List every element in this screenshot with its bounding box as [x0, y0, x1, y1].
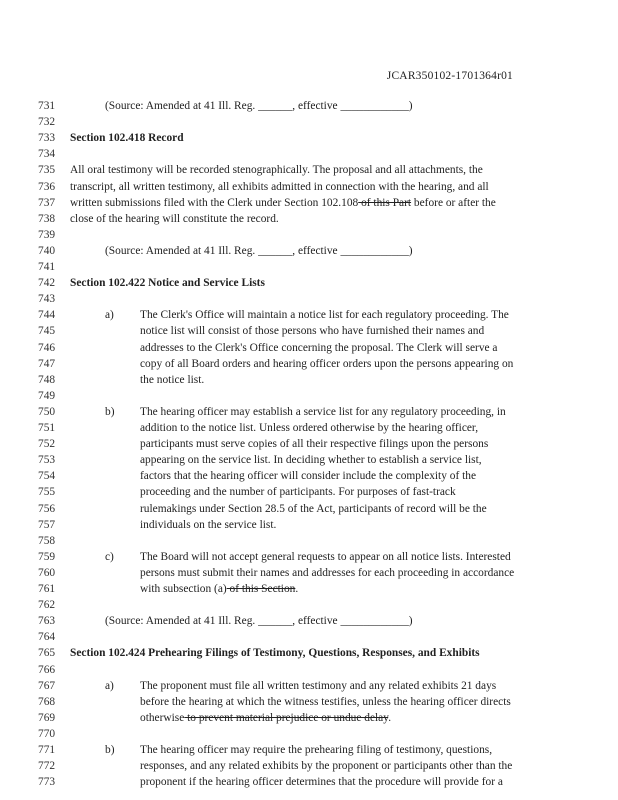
line-text	[140, 501, 487, 517]
line-text	[70, 211, 279, 227]
line-number: 731	[38, 100, 56, 112]
text-segment: factors that the hearing officer will consider include the complexity of the	[140, 470, 477, 483]
text-segment: close of the hearing will constitute the record.	[70, 212, 279, 225]
line-text	[140, 484, 456, 500]
section-heading	[70, 645, 480, 661]
line-number: 736	[38, 180, 56, 193]
text-segment: .	[295, 583, 299, 595]
text-segment: All oral testimony will be recorded stenographically. The proposal and all attachments, the	[70, 164, 483, 177]
struck-text: of this Section	[226, 583, 296, 595]
line-number: 769	[38, 711, 56, 724]
text-segment: .	[388, 711, 392, 724]
line-text	[140, 565, 514, 581]
text-segment: addition to the notice list. Unless ordered otherwise by the hearing officer,	[140, 422, 479, 434]
text-segment: The hearing officer may establish a service list for any regulatory proceeding, in	[140, 405, 506, 418]
line-text	[140, 420, 478, 436]
line-number: 733	[38, 132, 56, 145]
line-number: 744	[38, 309, 56, 322]
section-heading	[70, 275, 265, 291]
line-number: 734	[38, 148, 56, 161]
subsection-label: a)	[105, 679, 114, 692]
line-text	[140, 323, 484, 339]
line-number: 773	[38, 776, 56, 789]
line-text	[140, 452, 482, 468]
text-segment: The Clerk's Office will maintain a notice list for each regulatory proceeding. The	[140, 309, 509, 322]
line-text	[140, 581, 298, 597]
line-text	[140, 758, 512, 774]
text-segment: persons must submit their names and addresses for each proceeding in accordance	[140, 566, 515, 579]
text-segment: transcript, all written testimony, all exhibits admitted in connection with the hearing, and all	[70, 180, 489, 193]
source-note	[105, 613, 413, 629]
line-text	[70, 162, 483, 178]
line-number: 749	[38, 389, 56, 402]
line-text	[140, 710, 391, 726]
line-number: 746	[38, 341, 56, 354]
line-number: 768	[38, 695, 56, 708]
line-number: 767	[38, 679, 56, 692]
text-segment: (Source: Amended at 41 Ill. Reg. ______, effective ____________)	[105, 100, 413, 112]
line-text	[140, 468, 476, 484]
subsection-label: c)	[105, 550, 114, 563]
subsection-label: a)	[105, 309, 114, 322]
text-segment: addresses to the Clerk's Office concerning the proposal. The Clerk will serve a	[140, 341, 498, 354]
line-text	[140, 404, 506, 420]
text-segment: with subsection (a)	[140, 583, 227, 595]
line-number: 747	[38, 357, 56, 370]
line-text	[140, 436, 488, 452]
struck-text: of this Part	[358, 196, 412, 209]
line-text	[140, 340, 497, 356]
line-number: 748	[38, 373, 56, 386]
struck-text: to prevent material prejudice or undue delay	[184, 711, 389, 724]
line-number: 763	[38, 615, 56, 628]
text-segment: Section 102.418 Record	[70, 132, 184, 145]
line-number: 742	[38, 277, 56, 290]
line-number: 738	[38, 212, 56, 225]
text-segment: responses, and any related exhibits by the proponent or participants other than the	[140, 760, 513, 773]
text-segment: the notice list.	[140, 373, 205, 386]
text-segment: participants must serve copies of all their respective filings upon the persons	[140, 438, 489, 451]
line-text	[140, 549, 511, 565]
text-segment: individuals on the service list.	[140, 518, 277, 531]
text-segment: appearing on the service list. In deciding whether to establish a service list,	[140, 454, 482, 467]
line-text	[140, 678, 496, 694]
line-number: 754	[38, 470, 56, 483]
line-text	[140, 356, 513, 372]
text-segment: notice list will consist of those persons who have furnished their names and	[140, 325, 485, 338]
line-number: 743	[38, 293, 56, 306]
text-segment: Section 102.424 Prehearing Filings of Testimony, Questions, Responses, and Exhibits	[70, 647, 480, 660]
line-number: 740	[38, 244, 56, 257]
text-segment: The hearing officer may require the prehearing filing of testimony, questions,	[140, 744, 493, 756]
line-number: 753	[38, 454, 56, 467]
source-note	[105, 243, 413, 259]
line-number: 771	[38, 744, 56, 756]
line-number: 761	[38, 583, 56, 595]
text-segment: The proponent must file all written testimony and any related exhibits 21 days	[140, 679, 497, 692]
line-number: 737	[38, 196, 56, 209]
line-text	[140, 774, 503, 790]
line-number: 762	[38, 599, 56, 612]
section-heading	[70, 130, 184, 146]
line-number: 735	[38, 164, 56, 177]
text-segment: copy of all Board orders and hearing officer orders upon the persons appearing on	[140, 357, 514, 370]
line-number: 772	[38, 760, 56, 773]
line-number: 757	[38, 518, 56, 531]
line-number: 765	[38, 647, 56, 660]
text-segment: (Source: Amended at 41 Ill. Reg. ______, effective ____________)	[105, 615, 413, 628]
text-segment: proponent if the hearing officer determines that the procedure will provide for a	[140, 776, 503, 789]
line-number: 764	[38, 631, 56, 644]
line-text	[140, 742, 492, 758]
text-segment: The Board will not accept general requests to appear on all notice lists. Interested	[140, 550, 511, 563]
line-number: 755	[38, 486, 56, 499]
line-text	[70, 195, 496, 211]
text-segment: before or after the	[411, 196, 496, 209]
line-number: 752	[38, 438, 56, 451]
subsection-label: b)	[105, 744, 115, 756]
text-segment: (Source: Amended at 41 Ill. Reg. ______, effective ____________)	[105, 244, 413, 257]
text-segment: rulemakings under Section 28.5 of the Act, participants of record will be the	[140, 502, 487, 515]
text-segment: Section 102.422 Notice and Service Lists	[70, 277, 265, 290]
line-number: 759	[38, 550, 56, 563]
line-number: 751	[38, 422, 56, 434]
source-note	[105, 98, 413, 114]
line-number: 766	[38, 663, 56, 676]
document-id-header: JCAR350102-1701364r01	[386, 70, 513, 82]
line-text	[140, 517, 276, 533]
text-segment: written submissions filed with the Clerk under Section 102.108	[70, 196, 359, 209]
line-number: 741	[38, 261, 56, 273]
text-segment: proceeding and the number of participants. For purposes of fast-track	[140, 486, 456, 499]
line-number: 739	[38, 228, 56, 241]
text-segment: before the hearing at which the witness testifies, unless the hearing officer directs	[140, 695, 511, 708]
subsection-label: b)	[105, 405, 115, 418]
line-text	[140, 307, 509, 323]
line-number: 750	[38, 405, 56, 418]
line-text	[140, 694, 511, 710]
line-number: 770	[38, 727, 56, 740]
line-number: 760	[38, 566, 56, 579]
line-number: 758	[38, 534, 56, 547]
text-segment: otherwise	[140, 711, 185, 724]
line-number: 732	[38, 116, 56, 129]
line-number: 745	[38, 325, 56, 338]
line-text	[70, 179, 489, 195]
line-number: 756	[38, 502, 56, 515]
line-text	[140, 372, 204, 388]
